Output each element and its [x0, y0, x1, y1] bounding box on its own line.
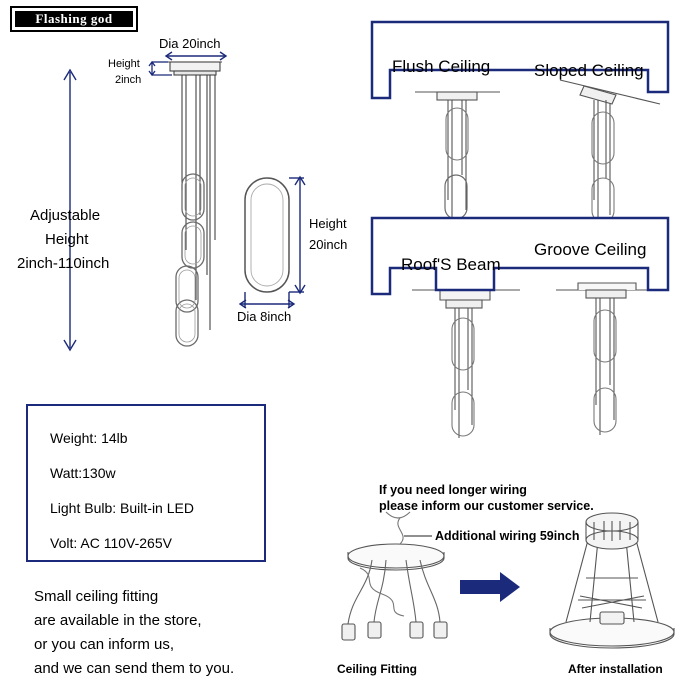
capsule-height-label-line1: Height: [309, 216, 347, 231]
brand-name: Flashing god: [15, 11, 133, 27]
height-2inch-label-line1: Height: [108, 58, 140, 70]
spec-watt: Watt:130w: [50, 465, 116, 481]
capsule-dia-label: Dia 8inch: [237, 309, 292, 324]
adjustable-label-line3: 2inch-110inch: [17, 255, 110, 272]
note-line-2: are available in the store,: [34, 612, 202, 629]
caption-after-installation: After installation: [568, 662, 663, 676]
adjustable-label-line1: Adjustable: [30, 207, 101, 224]
label-groove-ceiling: Groove Ceiling: [534, 240, 647, 259]
wiring-headline-line1: If you need longer wiring: [379, 483, 527, 497]
caption-ceiling-fitting: Ceiling Fitting: [337, 662, 417, 676]
note-line-1: Small ceiling fitting: [34, 588, 159, 605]
additional-wiring-label: Additional wiring 59inch: [435, 529, 580, 543]
dia-20inch-label: Dia 20inch: [159, 36, 221, 51]
label-flush-ceiling: Flush Ceiling: [392, 57, 491, 76]
spec-weight: Weight: 14lb: [50, 430, 128, 446]
note-line-3: or you can inform us,: [34, 636, 175, 653]
capsule-height-label-line2: 20inch: [309, 237, 348, 252]
height-2inch-label-line2: 2inch: [115, 74, 142, 86]
label-roofs-beam: Roof'S Beam: [401, 255, 501, 274]
adjustable-label-line2: Height: [45, 231, 89, 248]
note-line-4: and we can send them to you.: [34, 660, 235, 677]
label-sloped-ceiling: Sloped Ceiling: [534, 61, 644, 80]
spec-bulb: Light Bulb: Built-in LED: [50, 500, 194, 516]
spec-volt: Volt: AC 110V-265V: [50, 535, 172, 551]
wiring-headline-line2: please inform our customer service.: [379, 499, 594, 513]
